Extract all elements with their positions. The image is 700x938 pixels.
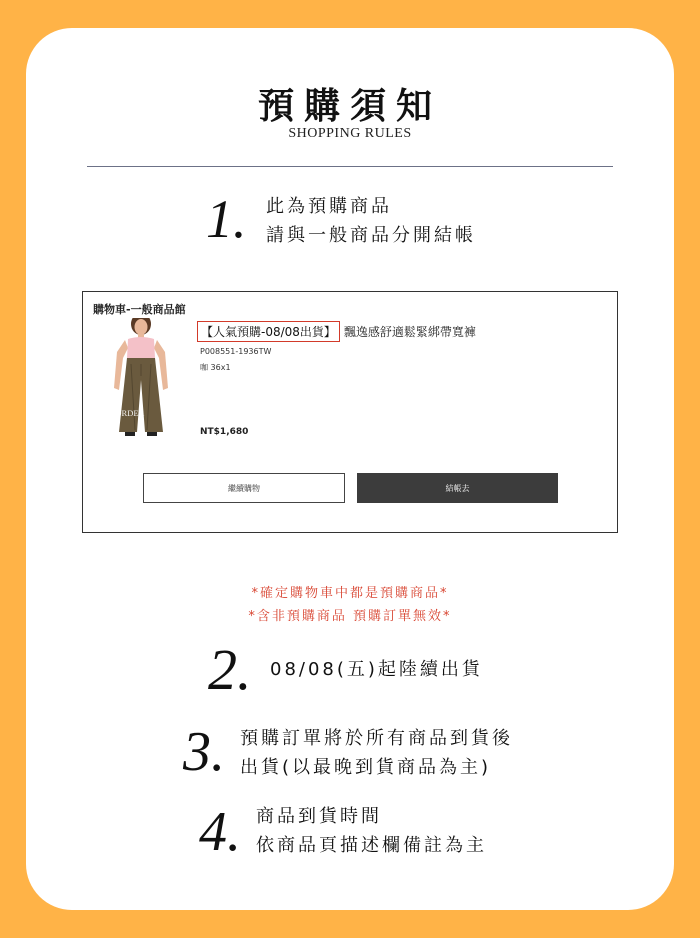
cart-title: 購物車-一般商品館 <box>93 303 186 316</box>
product-price: NT$1,680 <box>200 427 249 437</box>
rule-2-number: 2. <box>208 637 252 702</box>
rule-1-line-1: 此為預購商品 <box>266 196 392 217</box>
rule-3-number: 3. <box>183 721 225 783</box>
rule-4-text <box>256 802 487 860</box>
product-sku: P008551-1936TW <box>200 347 272 356</box>
rule-3-line-1: 預購訂單將於所有商品到貨後 <box>240 728 513 749</box>
pre-order-watermark: PRE-ORDER <box>97 408 145 418</box>
continue-shopping-button[interactable]: 繼續購物 <box>143 473 345 503</box>
page-subtitle: SHOPPING RULES <box>288 126 412 141</box>
rule-1-number: 1. <box>206 189 247 249</box>
rule-4-line-1: 商品到貨時間 <box>256 806 382 827</box>
preorder-tag: 【人氣預購-08/08出貨】 <box>197 321 340 342</box>
rule-1-line-2: 請與一般商品分開結帳 <box>266 225 476 246</box>
rule-2-text <box>270 655 483 684</box>
checkout-button[interactable]: 結帳去 <box>357 473 558 503</box>
rule-3-text <box>240 724 513 782</box>
rule-2-line-1: 08/08(五)起陸續出貨 <box>270 659 483 680</box>
rule-4-number: 4. <box>199 801 241 863</box>
warning-line-2: *含非預購商品 預購訂單無效* <box>248 609 452 624</box>
rule-3-line-2: 出貨(以最晚到貨商品為主) <box>240 757 492 778</box>
product-image <box>95 318 187 442</box>
rule-1-text <box>266 192 476 250</box>
product-name: 飄逸感舒適鬆緊綁帶寬褲 <box>343 325 476 339</box>
rule-4-line-2: 依商品頁描述欄備註為主 <box>256 835 487 856</box>
product-name-row <box>197 321 476 342</box>
divider <box>87 166 613 167</box>
page-title: 預購須知 <box>257 86 442 127</box>
warning-line-1: *確定購物車中都是預購商品* <box>251 586 449 601</box>
cart-screenshot <box>82 291 618 533</box>
product-spec: 咖 36x1 <box>200 363 231 372</box>
